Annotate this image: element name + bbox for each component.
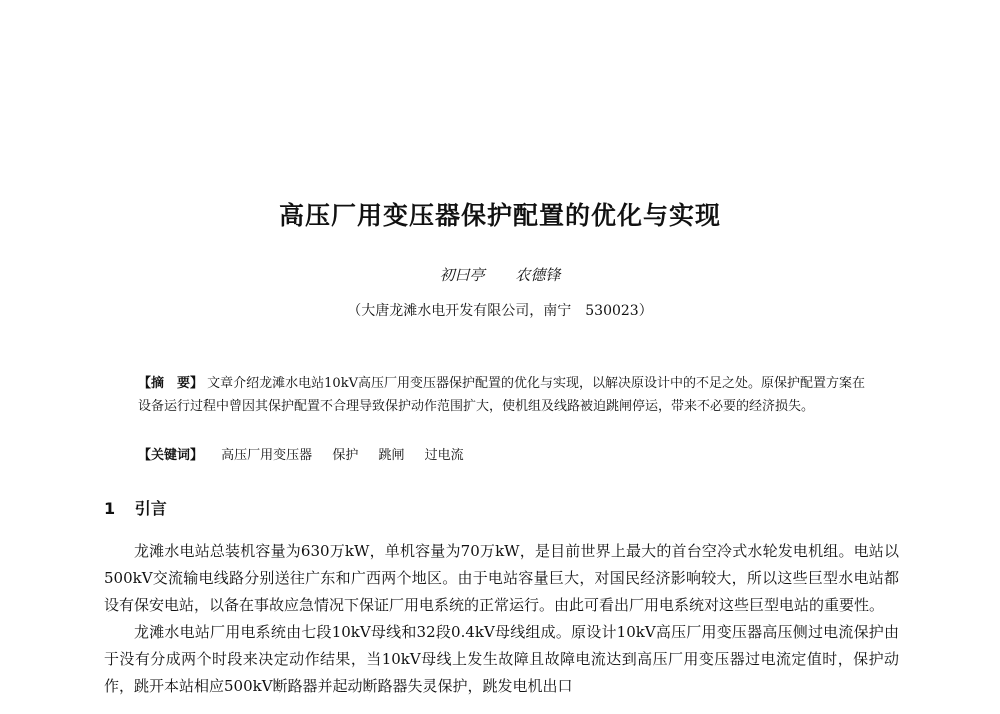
keyword: 跳闸	[378, 448, 405, 463]
abstract-label: 【摘 要】	[138, 376, 204, 391]
abstract-text: 文章介绍龙滩水电站10kV高压厂用变压器保护配置的优化与实现，以解决原设计中的不足之处。原保护配置方案在设备运行过程中曾因其保护配置不合理导致保护动作范围扩大，使机组及线路被迫跳闸停运，带来不必要的经济损失。	[138, 376, 865, 414]
section-title: 引言	[134, 499, 167, 518]
author-name: 农德锋	[515, 266, 561, 284]
keywords-label: 【关键词】	[138, 448, 204, 463]
author-name: 初曰亭	[439, 266, 485, 284]
keywords-block	[138, 444, 868, 463]
keyword: 过电流	[424, 448, 464, 463]
section-heading	[104, 496, 167, 519]
paper-title: 高压厂用变压器保护配置的优化与实现	[278, 201, 721, 230]
abstract-block	[138, 372, 868, 418]
author-list	[0, 264, 1000, 285]
section-number: 1	[104, 499, 116, 518]
body-text	[104, 538, 899, 700]
paragraph: 龙滩水电站总装机容量为630万kW，单机容量为70万kW，是目前世界上最大的首台空冷式水轮发电机组。电站以500kV交流输电线路分别送往广东和广西两个地区。由于电站容量巨大，对国民经济影响较大，所以这些巨型水电站都设有保安电站，以备在事故应急情况下保证厂用电系统的正常运行。由此可看出厂用电系统对这些巨型电站的重要性。	[104, 542, 899, 614]
author-affiliation: （大唐龙滩水电开发有限公司，南宁 530023）	[347, 303, 653, 319]
keyword: 保护	[332, 448, 359, 463]
keyword: 高压厂用变压器	[221, 448, 313, 463]
paragraph: 龙滩水电站厂用电系统由七段10kV母线和32段0.4kV母线组成。原设计10kV高压厂用变压器高压侧过电流保护由于没有分成两个时段来决定动作结果，当10kV母线上发生故障且故障电流达到高压厂用变压器过电流定值时，保护动作，跳开本站相应500kV断路器并起动断路器失灵保护，跳发电机出口	[104, 623, 899, 695]
